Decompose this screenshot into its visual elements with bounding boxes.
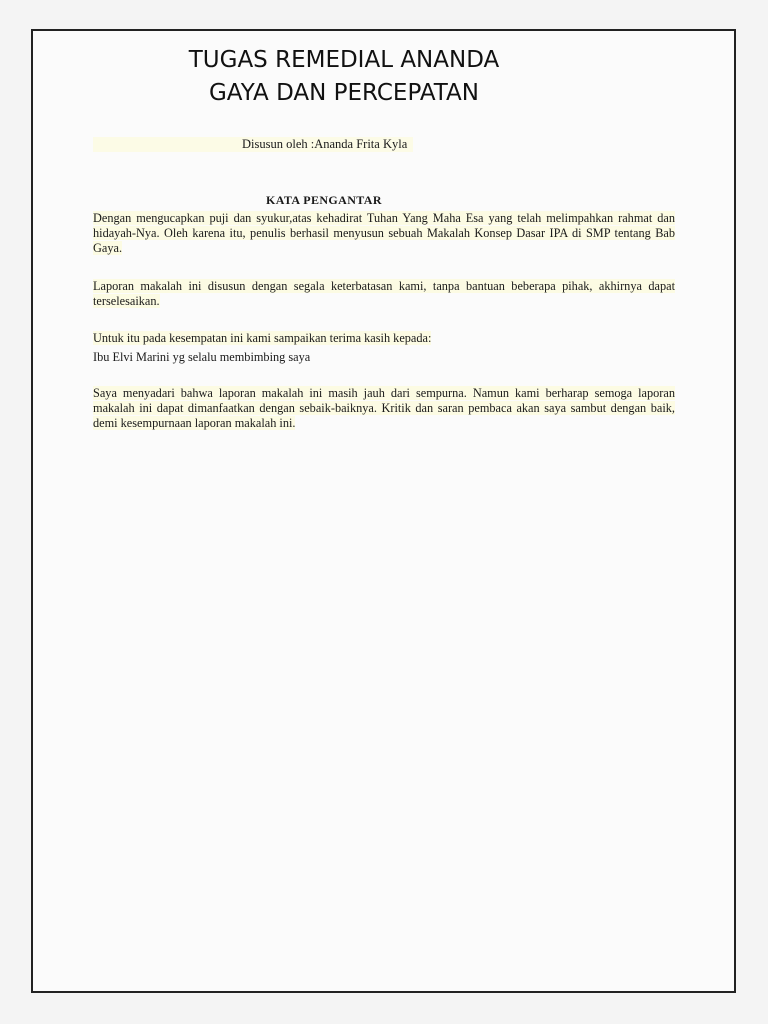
paragraph-thanks-intro	[93, 331, 675, 346]
paragraph-text: Dengan mengucapkan puji dan syukur,atas kehadirat Tuhan Yang Maha Esa yang telah melimpahkan rahmat dan hidayah-Nya. Oleh karena itu, penulis berhasil menyusun sebuah Makalah Konsep Dasar IPA di SMP tentang Bab Gaya.	[93, 211, 675, 255]
paragraph-thanks-name	[93, 350, 675, 365]
page-border-frame	[31, 29, 736, 993]
paragraph-limitations	[93, 279, 675, 309]
paragraph-opening	[93, 211, 675, 256]
paragraph-closing	[93, 386, 675, 431]
title-line-1: TUGAS REMEDIAL ANANDA	[188, 47, 500, 73]
paragraph-text: Ibu Elvi Marini yg selalu membimbing saya	[93, 350, 311, 364]
paragraph-text: Laporan makalah ini disusun dengan segala keterbatasan kami, tanpa bantuan beberapa pihak, akhirnya dapat terselesaikan.	[93, 279, 675, 308]
paragraph-text: Untuk itu pada kesempatan ini kami sampaikan terima kasih kepada:	[93, 331, 432, 345]
author-line	[93, 137, 413, 152]
document-title	[0, 44, 708, 110]
author-text: Disusun oleh :Ananda Frita Kyla	[242, 137, 408, 151]
section-heading: KATA PENGANTAR	[266, 193, 382, 207]
paragraph-text: Saya menyadari bahwa laporan makalah ini masih jauh dari sempurna. Namun kami berharap semoga laporan makalah ini dapat dimanfaatkan dengan sebaik-baiknya. Kritik dan saran pembaca akan saya sambut dengan baik, demi kesempurnaan laporan makalah ini.	[93, 386, 675, 430]
title-line-2: GAYA DAN PERCEPATAN	[208, 80, 479, 106]
